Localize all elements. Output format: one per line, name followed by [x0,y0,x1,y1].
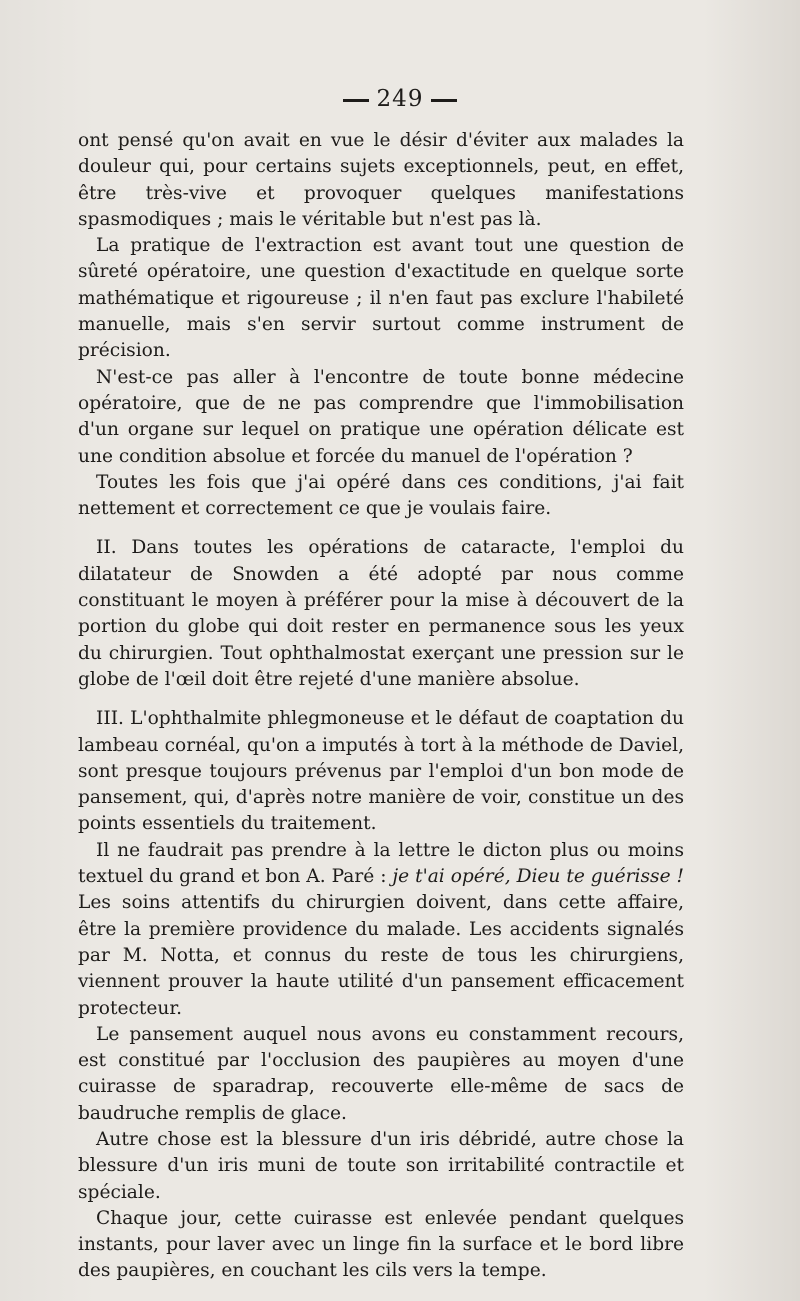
paragraph-8: Le pansement auquel nous avons eu constamment recours, est constitué par l'occlusion des paupières au moyen d'une cuirasse de sparadrap, recouverte elle-même de sacs de baudruche remplis de glace. [78,1023,684,1124]
paragraph-section-ii: II. Dans toutes les opérations de cataracte, l'emploi du dilatateur de Snowden a été adopté par nous comme constituant le moyen à préférer pour la mise à découvert de la portion du globe qui doit rester en permanence sous les yeux du chirurgien. Tout ophthalmostat exerçant une pression sur le globe de l'œil doit être rejeté d'une manière absolue. [78,537,684,690]
paragraph-section-iii: III. L'ophthalmite phlegmoneuse et le défaut de coaptation du lambeau cornéal, qu'on a imputés à tort à la méthode de Daviel, sont presque toujours prévenus par l'emploi d'un bon mode de pansement, qui, d'après notre manière de voir, constitue un des points essentiels du traitement. [78,708,684,835]
paragraph-1: ont pensé qu'on avait en vue le désir d'éviter aux malades la douleur qui, pour certains sujets exceptionnels, peut, en effet, être très-vive et provoquer quelques manifestations spasmodiques ; mais le véritable but n'est pas là. [78,130,684,230]
paragraph-4: Toutes les fois que j'ai opéré dans ces conditions, j'ai fait nettement et correctement ce que je voulais faire. [78,471,684,520]
paragraph-10: Chaque jour, cette cuirasse est enlevée pendant quelques instants, pour laver avec un linge fin la surface et le bord libre des paupières, en couchant les cils vers la tempe. [78,1207,684,1282]
quote-italic: je t'ai opéré, Dieu te guérisse ! [392,866,685,888]
paragraph-9: Autre chose est la blessure d'un iris débridé, autre chose la blessure d'un iris muni de toute son irritabilité contractile et spéciale. [78,1128,684,1203]
paragraph-2: La pratique de l'extraction est avant tout une question de sûreté opératoire, une question d'exactitude en quelque sorte mathématique et rigoureuse ; il n'en faut pas exclure l'habileté manuelle, mais s'en servir surtout comme instrument de précision. [78,235,684,362]
paragraph-7-part-1: Il ne faudrait pas prendre à la lettre le dicton plus ou moins textuel du grand et bon A. Paré : [78,839,684,888]
page-header [0,86,800,112]
paragraph-3: N'est-ce pas aller à l'encontre de toute bonne médecine opératoire, que de ne pas comprendre que l'immobilisation d'un organe sur lequel on pratique une opération délicate est une condition absolue et forcée du manuel de l'opération ? [78,366,684,467]
page-number: 249 [376,86,424,112]
header-dash-left [343,99,369,102]
paragraph-7-part-2: Les soins attentifs du chirurgien doivent, dans cette affaire, être la première providence du malade. Les accidents signalés par M. Notta, et connus du reste de tous les chirurgiens, viennent prouver la haute utilité d'un pansement efficacement protecteur. [78,892,684,1019]
paragraph-7 [78,838,684,1022]
header-dash-right [431,99,457,102]
body-text [78,128,684,1285]
